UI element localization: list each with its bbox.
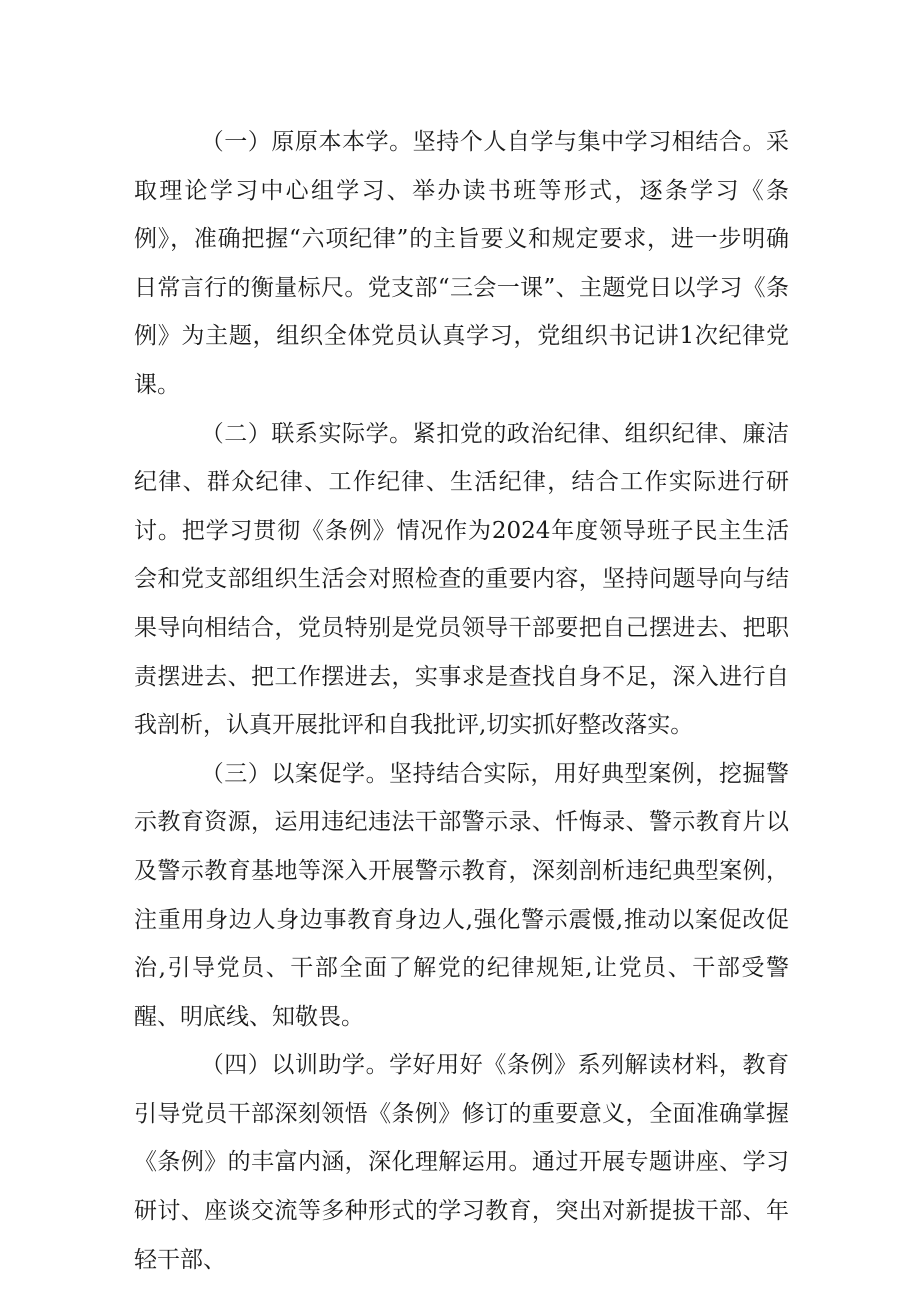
paragraph-original-study: （一）原原本本学。坚持个人自学与集中学习相结合。采取理论学习中心组学习、举办读书班等形式，逐条学习《条例》，准确把握“六项纪律”的主旨要义和规定要求，进一步明确日常言行的衡量标尺。党支部“三会一课”、主题党日以学习《条例》为主题，组织全体党员认真学习，党组织书记讲1次纪律党课。 [134, 129, 789, 398]
paragraph-case-study: （三）以案促学。坚持结合实际，用好典型案例，挖掘警示教育资源，运用违纪违法干部警示录、忏悔录、警示教育片以及警示教育基地等深入开展警示教育，深刻剖析违纪典型案例，注重用身边人身边事教育身边人,强化警示震慑,推动以案促改促治,引导党员、干部全面了解党的纪律规矩,让党员、干部受警醒、明底线、知敬畏。 [134, 760, 789, 1030]
document-body [134, 118, 789, 1284]
paragraph-practical-study: （二）联系实际学。紧扣党的政治纪律、组织纪律、廉洁纪律、群众纪律、工作纪律、生活纪律，结合工作实际进行研讨。把学习贯彻《条例》情况作为2024年度领导班子民主生活会和党支部组织生活会对照检查的重要内容，坚持问题导向与结果导向相结合，党员特别是党员领导干部要把自己摆进去、把职责摆进去、把工作摆进去，实事求是查找自身不足，深入进行自我剖析，认真开展批评和自我批评,切实抓好整改落实。 [134, 420, 789, 739]
paragraph-training-study: （四）以训助学。学好用好《条例》系列解读材料，教育引导党员干部深刻领悟《条例》修订的重要意义，全面准确掌握《条例》的丰富内涵，深化理解运用。通过开展专题讲座、学习研讨、座谈交流等多种形式的学习教育，突出对新提拔干部、年轻干部、 [134, 1052, 789, 1273]
